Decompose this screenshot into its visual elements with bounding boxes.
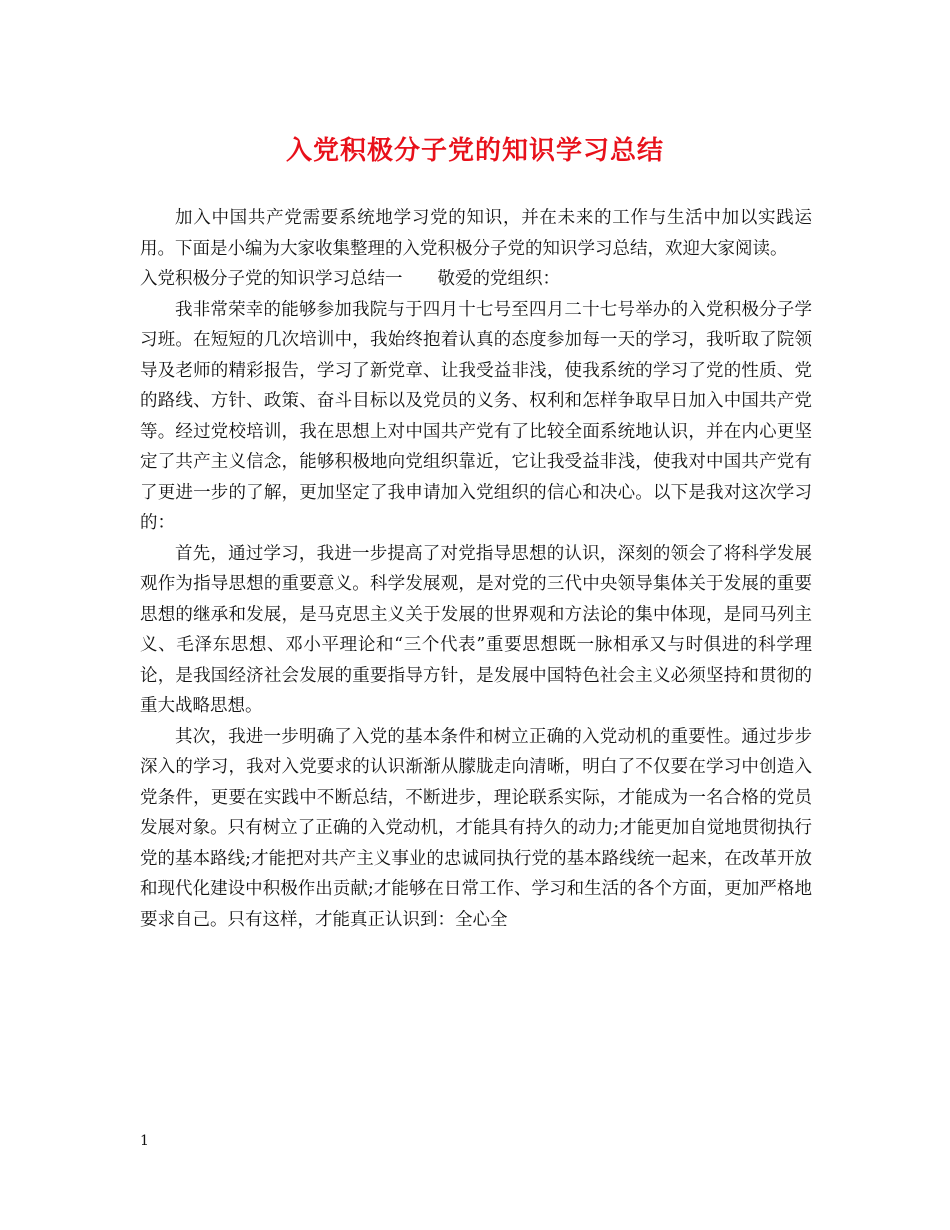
paragraph-body-3: 其次，我进一步明确了入党的基本条件和树立正确的入党动机的重要性。通过步步深入的学习，我对入党要求的认识渐渐从朦胧走向清晰，明白了不仅要在学习中创造入党条件，更要在实践中不断总结，不断进步，理论联系实际，才能成为一名合格的党员发展对象。只有树立了正确的入党动机，才能具有持久的动力;才能更加自觉地贯彻执行党的基本路线;才能把对共产主义事业的忠诚同执行党的基本路线统一起来，在改革开放和现代化建设中积极作出贡献;才能够在日常工作、学习和生活的各个方面，更加严格地要求自己。只有这样，才能真正认识到：全心全 — [140, 726, 812, 930]
paragraph-body-2: 首先，通过学习，我进一步提高了对党指导思想的认识，深刻的领会了将科学发展观作为指导思想的重要意义。科学发展观，是对党的三代中央领导集体关于发展的重要思想的继承和发展，是马克思主义关于发展的世界观和方法论的集中体现，是同马列主义、毛泽东思想、邓小平理论和“三个代表”重要思想既一脉相承又与时俱进的科学理论，是我国经济社会发展的重要指导方针，是发展中国特色社会主义必须坚持和贯彻的重大战略思想。 — [140, 543, 812, 716]
page-number: 1 — [140, 1133, 149, 1149]
document-title: 入党积极分子党的知识学习总结 — [285, 136, 664, 166]
paragraph-body-1: 我非常荣幸的能够参加我院与于四月十七号至四月二十七号举办的入党积极分子学习班。在短短的几次培训中，我始终抱着认真的态度参加每一天的学习，我听取了院领导及老师的精彩报告，学习了新党章、让我受益非浅，使我系统的学习了党的性质、党的路线、方针、政策、奋斗目标以及党员的义务、权利和怎样争取早日加入中国共产党等。经过党校培训，我在思想上对中国共产党有了比较全面系统地认识，并在内心更坚定了共产主义信念，能够积极地向党组织靠近，它让我受益非浅，使我对中国共产党有了更进一步的了解，更加坚定了我申请加入党组织的信心和决心。以下是我对这次学习的： — [140, 299, 812, 533]
document-body — [140, 203, 812, 935]
paragraph-intro: 加入中国共产党需要系统地学习党的知识，并在未来的工作与生活中加以实践运用。下面是小编为大家收集整理的入党积极分子党的知识学习总结，欢迎大家阅读。 — [140, 208, 812, 259]
paragraph-heading-one: 入党积极分子党的知识学习总结一 敬爱的党组织： — [140, 269, 560, 289]
